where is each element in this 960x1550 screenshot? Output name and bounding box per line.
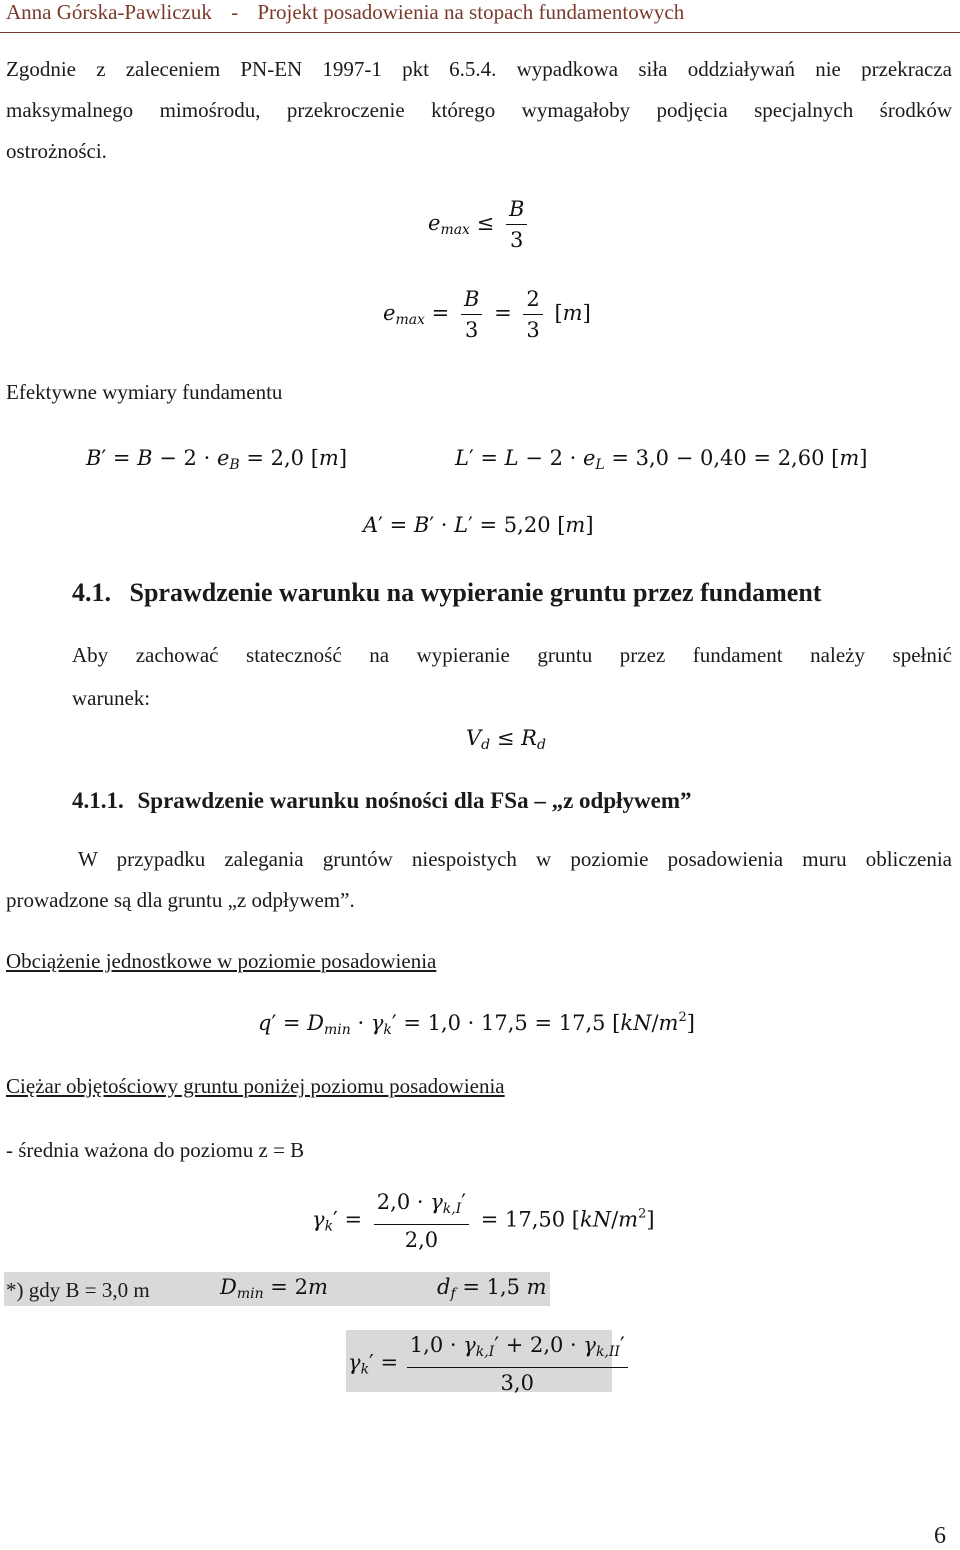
section-4-1-1-body-line-2: prowadzone są dla gruntu „z odpływem”. [6,888,355,912]
subsection-title: Sprawdzenie warunku nośności dla FSa – „z odpływem” [137,788,692,813]
header-rule [0,32,960,33]
section-4-1-body-line-2: warunek: [72,686,151,710]
intro-line-2: maksymalnego mimośrodu, przekroczenie którego wymagałoby podjęcia specjalnych środków [6,98,952,122]
formula-b-effective: $B' = B - 2 \cdot e_B = 2,0$ [m] [86,446,348,473]
formula-dmin: $D_{min} = 2m$ [220,1275,328,1302]
effective-dims-label: Efektywne wymiary fundamentu [6,380,283,404]
intro-line-1: Zgodnie z zaleceniem PN-EN 1997-1 pkt 6.5.4. wypadkowa siła oddziaływań nie przekracza [6,57,952,81]
section-title: Sprawdzenie warunku na wypieranie gruntu przez fundament [129,578,822,607]
formula-gamma-k-second: $\gamma_k'$ = $\frac{1,0 \cdot \gamma_{k,I}' + 2,0 \cdot \gamma_{k,II}'}{3,0}$ [348,1332,630,1396]
formula-a-effective: A′ = B′ · L′ = 5,20 [m] [363,513,594,537]
page-number: 6 [934,1523,946,1549]
formula-emax-condition: $e_{max}$ ≤ $\frac{B}{3}$ [428,196,532,253]
formula-df: $d_f = 1,5$ m [437,1275,547,1302]
load-label: Obciążenie jednostkowe w poziomie posadowienia [6,949,437,973]
section-heading-4-1 [72,578,821,608]
formula-emax-value: $e_{max}$ = $\frac{B}{3}$ = $\frac{2}{3}$ [m] [383,287,591,342]
section-4-1-body-line-1: Aby zachować stateczność na wypieranie gruntu przez fundament należy spełnić [72,643,952,667]
formula-gamma-k-first: $\gamma_k'$ = $\frac{2,0 \cdot \gamma_{k,I}'}{2,0}$ = 17,50 $[kN/m^2]$ [312,1190,655,1252]
unit-weight-label: Ciężar objętościowy gruntu poniżej poziomu posadowienia [6,1074,505,1098]
header-author: Anna Górska-Pawliczuk [6,0,212,24]
header-project: Projekt posadowienia na stopach fundamentowych [257,0,685,24]
section-heading-4-1-1 [72,788,692,814]
formula-vd-rd: $V_d \le R_d$ [466,726,546,753]
formula-l-effective: $L' = L - 2 \cdot e_L = 3,0 - 0,40 = 2,60$ [m] [455,446,868,473]
section-number: 4.1. [72,578,111,607]
header-separator: - [231,0,239,24]
weighted-average-label: - średnia ważona do poziomu z = B [6,1138,305,1162]
running-header [6,0,684,25]
formula-q-prime: $q' = D_{min} \cdot \gamma_k' = 1,0 \cdot 17,5 = 17,5$ $[kN/m^2]$ [258,1010,695,1038]
subsection-number: 4.1.1. [72,788,124,813]
section-4-1-1-body-line-1: W przypadku zalegania gruntów niespoistych w poziomie posadowienia muru obliczenia [78,847,952,871]
footnote-text: *) gdy B = 3,0 m [6,1278,150,1302]
intro-line-3: ostrożności. [6,139,107,163]
